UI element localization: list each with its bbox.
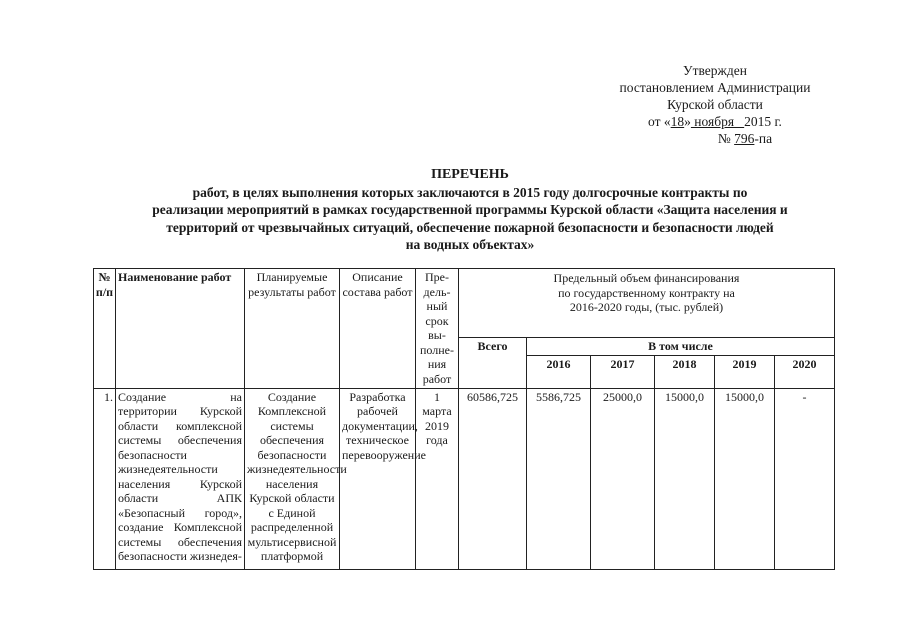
document-title: [100, 166, 840, 254]
title-line-2: реализации мероприятий в рамках государственной программы Курской области «Защита населения и: [152, 202, 788, 217]
header-funding: Предельный объем финансирования по государственному контракту на 2016-2020 годы, (тыс. рублей): [459, 269, 835, 338]
header-year-2017: 2017: [591, 355, 655, 388]
header-year-2016: 2016: [527, 355, 591, 388]
cell-2017: 25000,0: [591, 388, 655, 569]
cell-deadline: 1 марта 2019 года: [416, 388, 459, 569]
number-prefix: №: [717, 131, 735, 146]
approval-block: [595, 62, 835, 147]
table-row: [94, 388, 835, 569]
cell-desc: Разработка рабочей документации, техническое перевооружение: [340, 388, 416, 569]
cell-num: 1.: [94, 388, 116, 569]
title-line-4: на водных объектах»: [405, 237, 535, 252]
approval-date: [595, 113, 835, 130]
date-day: 18: [670, 114, 685, 129]
cell-total: 60586,725: [459, 388, 527, 569]
header-name: Наименование работ: [116, 269, 245, 389]
cell-2016: 5586,725: [527, 388, 591, 569]
cell-2018: 15000,0: [655, 388, 715, 569]
header-year-2018: 2018: [655, 355, 715, 388]
approval-line-2: постановлением Администрации: [619, 80, 811, 95]
header-deadline: Пре-дель-ный срок вы-полне-ния работ: [416, 269, 459, 389]
cell-results: Создание Комплексной системы обеспечения безопасности жизнедеятельности населения Курской области с Единой распределенной мультисервисной платформой: [245, 388, 340, 569]
date-prefix: от «: [648, 114, 671, 129]
header-results: Планируемые результаты работ: [245, 269, 340, 389]
header-num: № п/п: [94, 269, 116, 389]
header-year-2020: 2020: [775, 355, 835, 388]
number-suffix: -па: [754, 131, 773, 146]
cell-2020: -: [775, 388, 835, 569]
header-year-2019: 2019: [715, 355, 775, 388]
cell-2019: 15000,0: [715, 388, 775, 569]
title-line-1: работ, в целях выполнения которых заключаются в 2015 году долгосрочные контракты по: [192, 184, 748, 200]
header-including: В том числе: [527, 338, 835, 356]
cell-name: Создание на территории Курской области комплексной системы обеспечения безопасности жизнедеятельности населения Курской области АПК «Безопасный город», создание Комплексной системы обеспечения безопасности жизнедея-: [116, 388, 245, 569]
date-year: 2015 г.: [744, 114, 782, 129]
title-main: ПЕРЕЧЕНЬ: [431, 167, 509, 182]
approval-line-1: Утвержден: [683, 63, 747, 78]
number-value: 796: [734, 131, 755, 146]
works-table: [93, 268, 835, 570]
header-total: Всего: [459, 338, 527, 389]
header-desc: Описание состава работ: [340, 269, 416, 389]
date-mid: »: [684, 114, 691, 129]
approval-line-3: Курской области: [667, 97, 763, 112]
approval-number: [595, 130, 835, 147]
date-month: ноября: [690, 114, 745, 129]
title-line-3: территорий от чрезвычайных ситуаций, обеспечение пожарной безопасности и безопасности людей: [166, 219, 774, 235]
